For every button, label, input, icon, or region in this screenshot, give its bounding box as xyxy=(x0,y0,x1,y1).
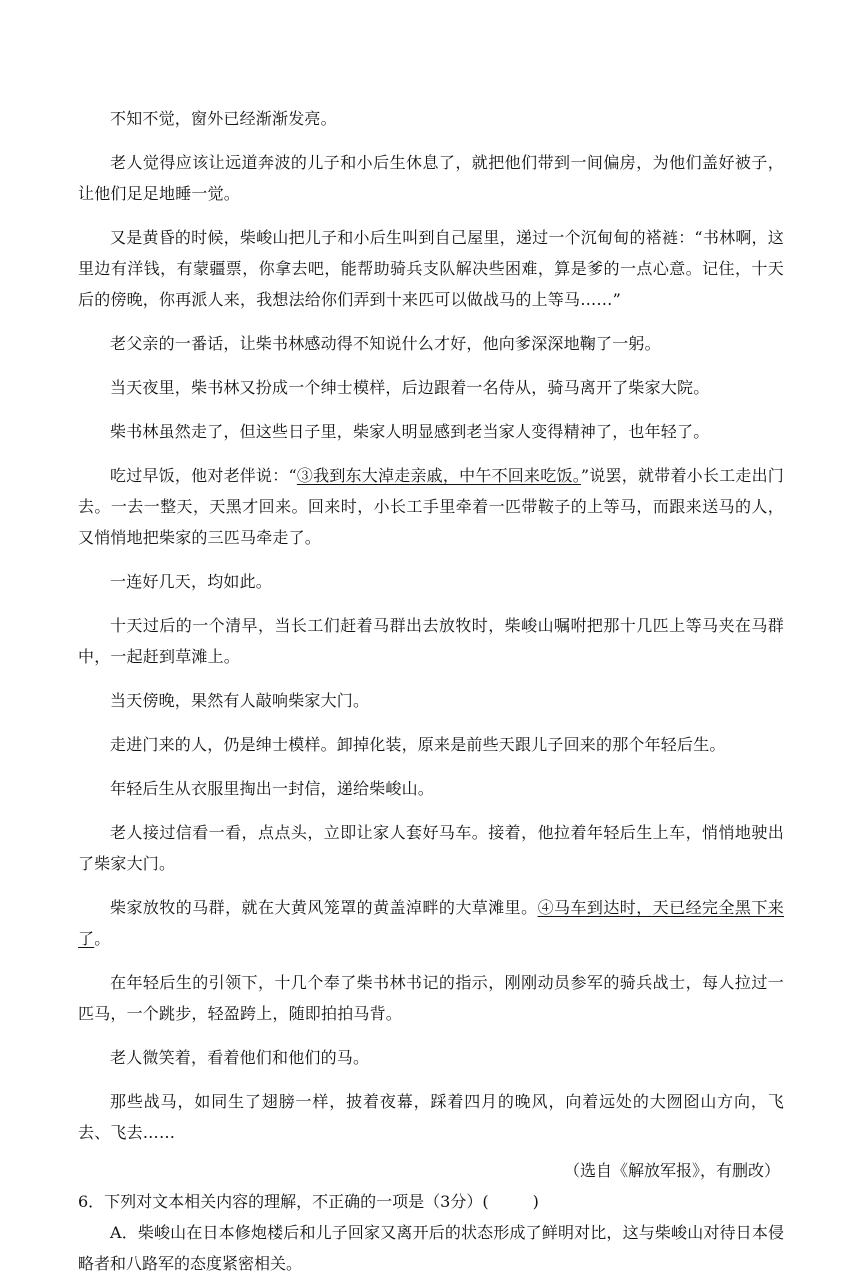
paragraph-10: 当天傍晚，果然有人敲响柴家大门。 xyxy=(110,691,370,710)
paragraph-1: 不知不觉，窗外已经渐渐发亮。 xyxy=(110,109,337,128)
paragraph-14-rest: 。 xyxy=(94,929,111,948)
paragraph-7 xyxy=(78,460,784,553)
paragraph-9: 十天过后的一个清早，当长工们赶着马群出去放牧时，柴峻山嘱咐把那十几匹上等马夹在马群中，一起赶到草滩上。 xyxy=(78,616,784,666)
paragraph-7-lead: 吃过早饭，他对老伴说：“ xyxy=(110,466,297,485)
question-6-text: 6．下列对文本相关内容的理解，不正确的一项是（3分）( xyxy=(78,1192,489,1211)
paragraph-4: 老父亲的一番话，让柴书林感动得不知说什么才好，他向爹深深地鞠了一躬。 xyxy=(110,334,661,353)
paragraph-15: 在年轻后生的引领下，十几个奉了柴书林书记的指示，刚刚动员参军的骑兵战士，每人拉过一匹马，一个跳步，轻盈跨上，随即拍拍马背。 xyxy=(78,973,784,1023)
source-citation: （选自《解放军报》，有删改） xyxy=(563,1161,780,1180)
paragraph-11: 走进门来的人，仍是绅士模样。卸掉化装，原来是前些天跟儿子回来的那个年轻后生。 xyxy=(110,735,726,754)
paragraph-14-lead: 柴家放牧的马群，就在大黄风笼罩的黄盖淖畔的大草滩里。 xyxy=(110,898,538,917)
paragraph-14 xyxy=(78,892,784,954)
paragraph-13: 老人接过信看一看，点点头，立即让家人套好马车。接着，他拉着年轻后生上车，悄悄地驶出了柴家大门。 xyxy=(78,823,784,873)
underlined-sentence-3: ③我到东大淖走亲戚，中午不回来吃饭。 xyxy=(296,466,581,485)
question-6-close: ) xyxy=(532,1192,539,1211)
paragraph-8: 一连好几天，均如此。 xyxy=(110,572,273,591)
paragraph-5: 当天夜里，柴书林又扮成一个绅士模样，后边跟着一名侍从，骑马离开了柴家大院。 xyxy=(110,378,710,397)
paragraph-3: 又是黄昏的时候，柴峻山把儿子和小后生叫到自己屋里，递过一个沉甸甸的褡裢：“书林啊，这里边有洋钱，有蒙疆票，你拿去吧，能帮助骑兵支队解决些困难，算是爹的一点心意。记住，十天后的傍晚，你再派人来，我想法给你们弄到十来匹可以做战马的上等马……” xyxy=(78,228,784,309)
option-a: A．柴峻山在日本修炮楼后和儿子回家又离开后的状态形成了鲜明对比，这与柴峻山对待日本侵略者和八路军的态度紧密相关。 xyxy=(78,1223,784,1273)
underlined-sentence-4: ④马车到达时，天已经完全黑下来了 xyxy=(78,898,784,948)
paragraph-7-rest: ”说罢，就带着小长工走出门去。一去一整天，天黑才回来。回来时，小长工手里牵着一匹带鞍子的上等马，而跟来送马的人，又悄悄地把柴家的三匹马牵走了。 xyxy=(78,466,784,547)
paragraph-2: 老人觉得应该让远道奔波的儿子和小后生休息了，就把他们带到一间偏房，为他们盖好被子，让他们足足地睡一觉。 xyxy=(78,153,784,203)
document-page xyxy=(78,103,784,1279)
paragraph-6: 柴书林虽然走了，但这些日子里，柴家人明显感到老当家人变得精神了，也年轻了。 xyxy=(110,422,710,441)
question-6-stem xyxy=(78,1186,784,1217)
paragraph-16: 老人微笑着，看着他们和他们的马。 xyxy=(110,1048,370,1067)
paragraph-17: 那些战马，如同生了翅膀一样，披着夜幕，踩着四月的晚风，向着远处的大囫囵山方向，飞去、飞去…… xyxy=(78,1092,784,1142)
paragraph-12: 年轻后生从衣服里掏出一封信，递给柴峻山。 xyxy=(110,779,435,798)
